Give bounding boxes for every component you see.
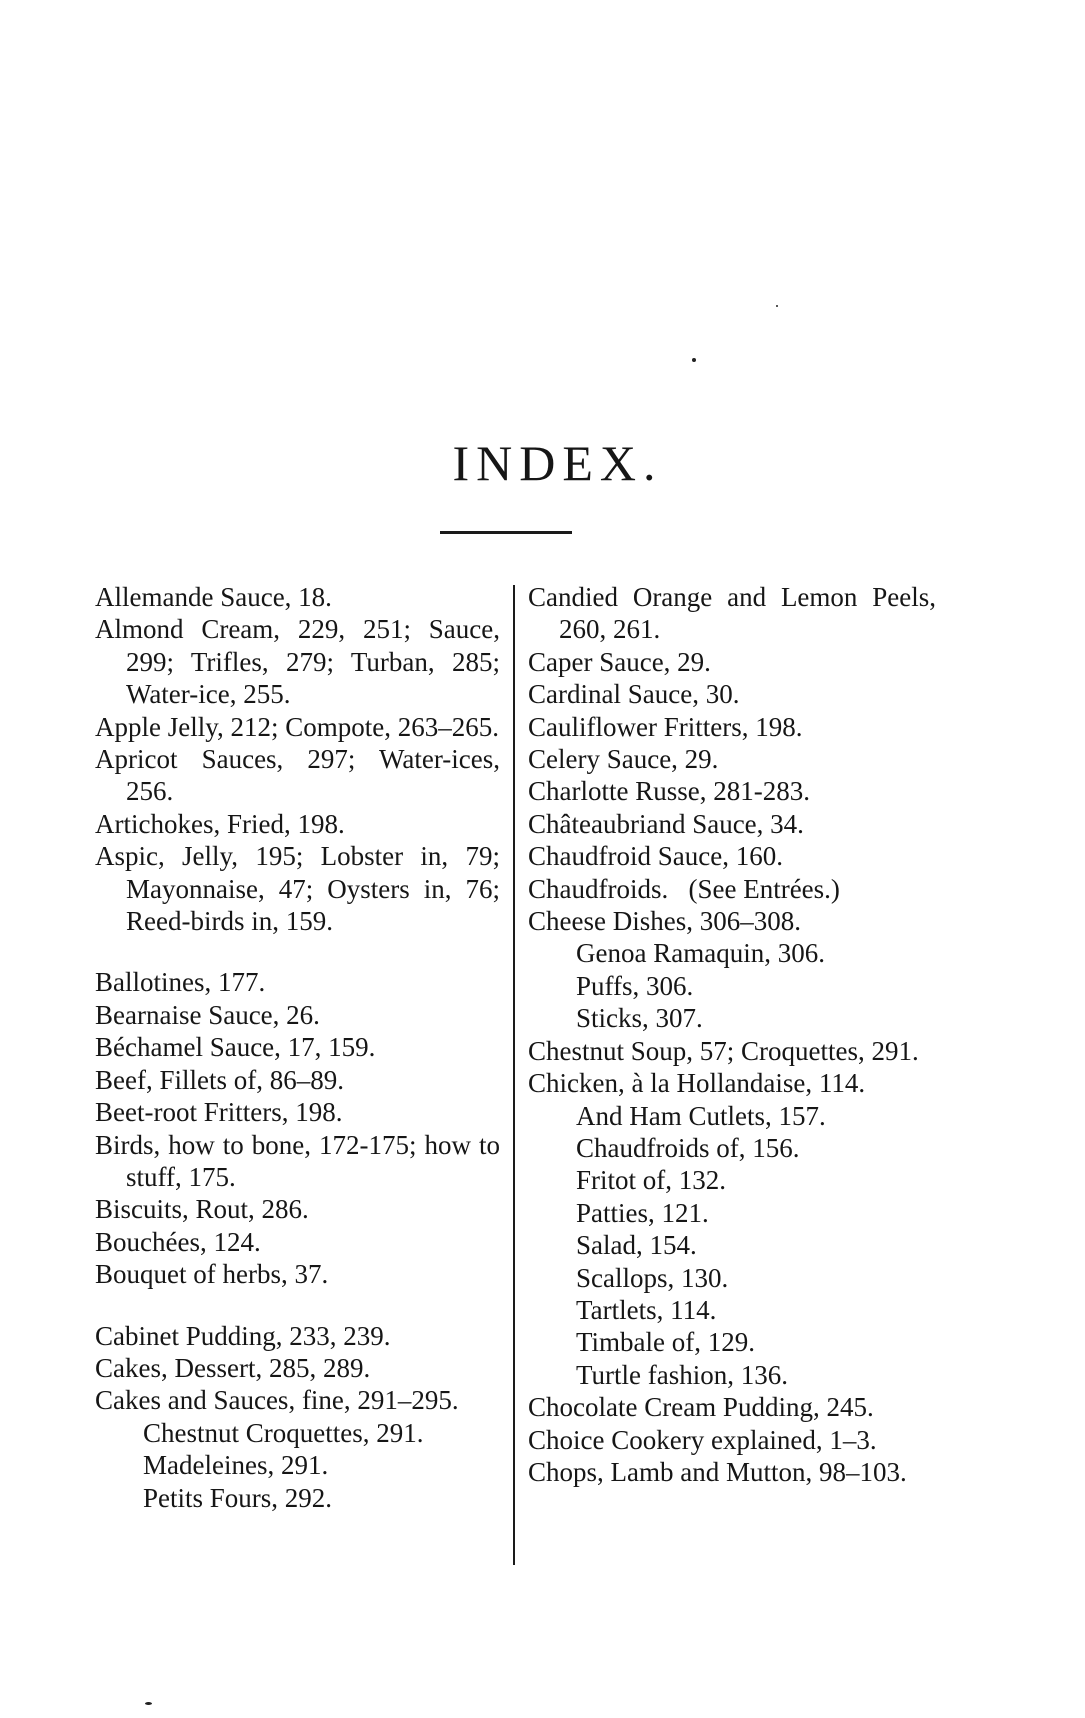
index-entry: Birds, how to bone, 172-175; how to stuff, 175. [95,1129,500,1192]
index-entry: Châteaubriand Sauce, 34. [528,808,804,839]
index-entry: Choice Cookery explained, 1–3. [528,1424,877,1455]
index-subentry: Petits Fours, 292. [143,1482,333,1513]
index-subentry: Sticks, 307. [576,1003,703,1034]
index-subentry: Scallops, 130. [576,1262,729,1293]
index-entry: Allemande Sauce, 18. [95,582,332,612]
index-entry: Aspic, Jelly, 195; Lobster in, 79; Mayonnaise, 47; Oysters in, 76; Reed-birds in, 159. [95,841,500,937]
index-entry: Caper Sauce, 29. [528,646,711,677]
index-entry: Chaudfroid Sauce, 160. [528,841,783,872]
index-entry: Cheese Dishes, 306–308. [528,906,801,937]
index-entry: Chaudfroids. (See Entrées.) [528,873,840,904]
index-subentry: Turtle fashion, 136. [576,1359,789,1390]
index-subentry: Fritot of, 132. [576,1165,727,1196]
scan-speck [776,305,778,307]
index-entry: Apricot Sauces, 297; Water-ices, 256. [95,744,500,807]
index-entry: Cakes and Sauces, fine, 291–295. [95,1385,459,1416]
index-entry: Beet-root Fritters, 198. [95,1097,343,1128]
index-entry: Cakes, Dessert, 285, 289. [95,1352,371,1383]
index-entry: Cabinet Pudding, 233, 239. [95,1320,391,1351]
index-entry: Almond Cream, 229, 251; Sauce, 299; Trifles, 279; Turban, 285; Water-ice, 255. [95,614,500,710]
index-entry: Charlotte Russe, 281-283. [528,776,810,807]
index-entry: Bouquet of herbs, 37. [95,1259,329,1290]
index-subentry: Chestnut Croquettes, 291. [143,1417,424,1448]
group-gap [95,937,500,966]
index-subentry: Salad, 154. [576,1230,697,1261]
index-entry: Artichokes, Fried, 198. [95,808,345,839]
index-subentry: Genoa Ramaquin, 306. [576,938,825,969]
index-entry: Chicken, à la Hollandaise, 114. [528,1068,866,1099]
index-entry: Cauliflower Fritters, 198. [528,711,803,742]
scan-speck [145,1702,152,1705]
index-entry: Bearnaise Sauce, 26. [95,999,320,1030]
index-subentry: Timbale of, 129. [576,1327,756,1358]
index-subentry: Patties, 121. [576,1197,709,1228]
index-entry: Ballotines, 177. [95,967,266,998]
index-subentry: Madeleines, 291. [143,1450,329,1481]
index-entry: Bouchées, 124. [95,1226,261,1257]
index-entry: Béchamel Sauce, 17, 159. [95,1032,376,1063]
index-subentry: And Ham Cutlets, 157. [576,1100,826,1131]
index-subentry: Puffs, 306. [576,970,694,1001]
left-column [95,581,500,1514]
scan-speck [692,358,696,362]
index-entry: Chocolate Cream Pudding, 245. [528,1392,874,1423]
index-subentry: Tartlets, 114. [576,1294,717,1325]
page-title: INDEX. [452,435,663,491]
index-entry: Biscuits, Rout, 286. [95,1194,309,1225]
right-column [528,581,936,1488]
index-subentry: Chaudfroids of, 156. [576,1132,800,1163]
index-entry: Chops, Lamb and Mutton, 98–103. [528,1456,907,1487]
index-entry: Cardinal Sauce, 30. [528,679,740,710]
title-rule [440,531,572,534]
group-gap [95,1291,500,1320]
column-divider [513,585,515,1565]
index-entry: Chestnut Soup, 57; Croquettes, 291. [528,1035,919,1066]
index-entry: Beef, Fillets of, 86–89. [95,1064,344,1095]
index-entry: Apple Jelly, 212; Compote, 263–265. [95,711,499,742]
index-entry: Candied Orange and Lemon Peels, 260, 261. [528,582,936,645]
index-entry: Celery Sauce, 29. [528,744,719,775]
